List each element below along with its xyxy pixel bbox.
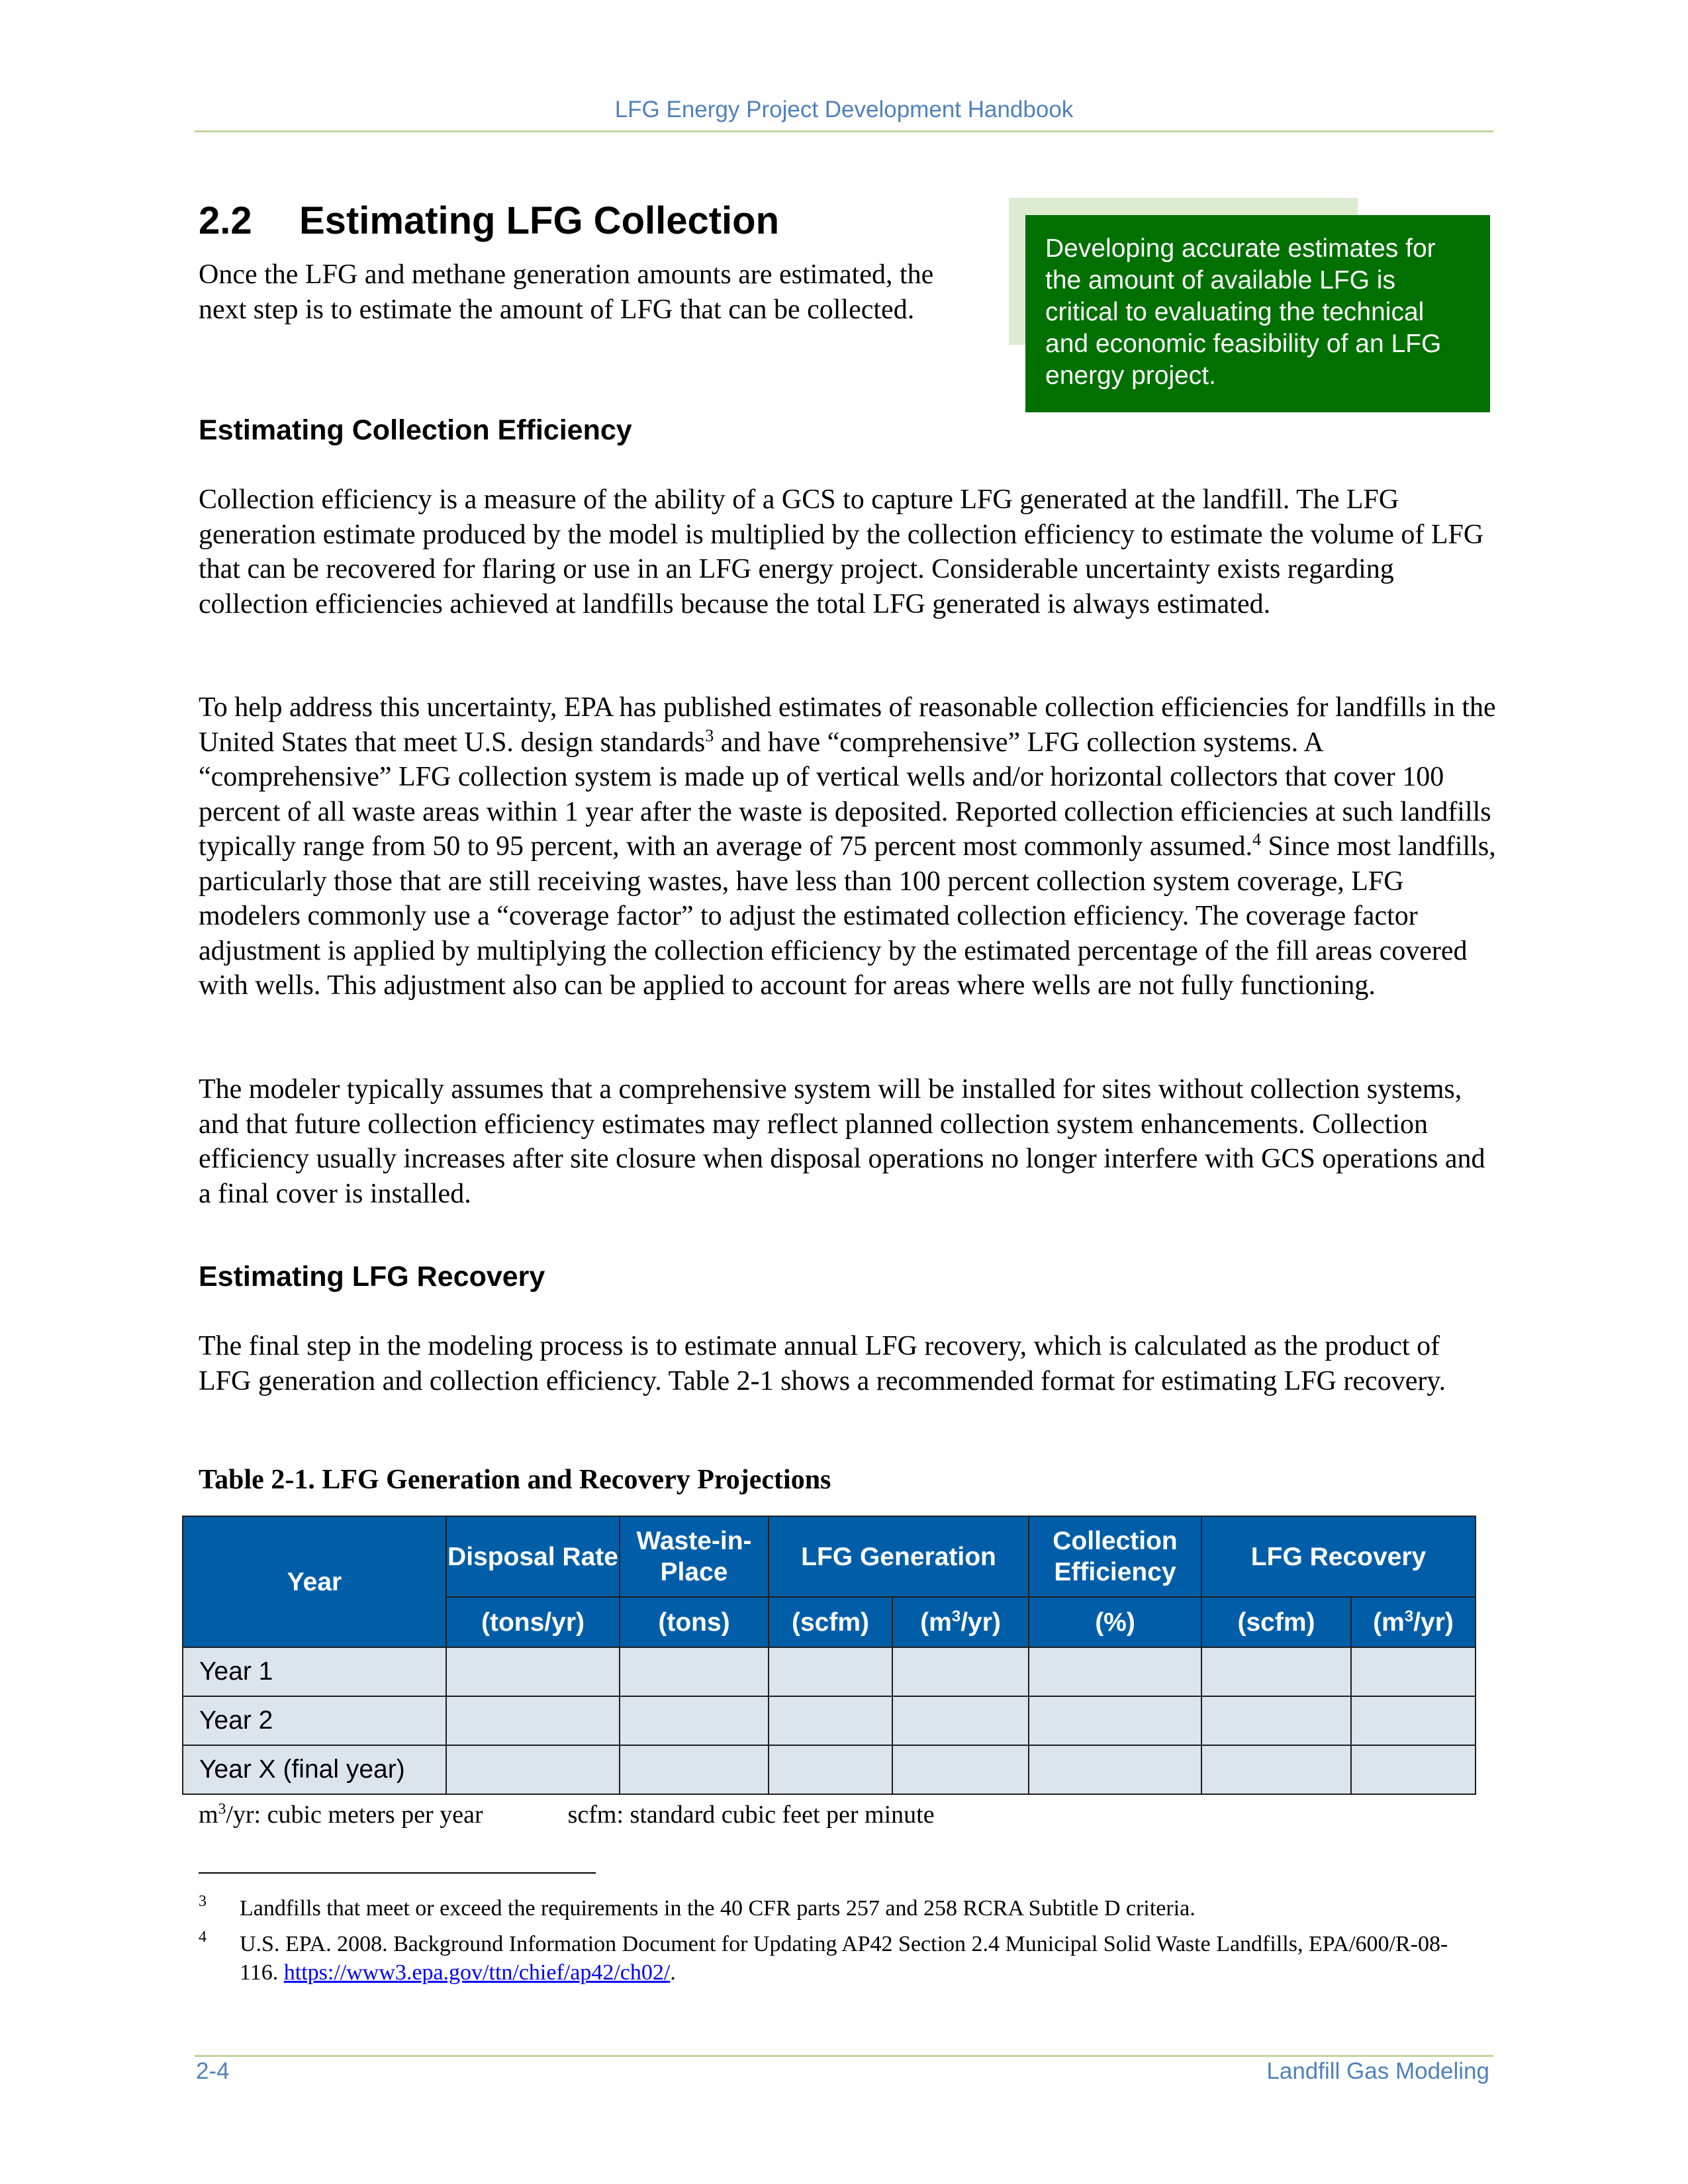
table-cell [769, 1696, 892, 1745]
footnote-text: Landfills that meet or exceed the requirements in the 40 CFR parts 257 and 258 RCRA Subtitle D criteria. [240, 1896, 1196, 1921]
unit-recovery-m3: $(m^3/yr)$ [1351, 1597, 1476, 1647]
footnote-4 [199, 1930, 1489, 1996]
paragraph-modeler-assumptions: The modeler typically assumes that a comprehensive system will be installed for sites without collection systems, and that future collection efficiency estimates may reflect planned collection system enhancements. Collection efficiency usually increases after site closure when disposal operations no longer interfere with GCS operations and a final cover is installed. [199, 1074, 1485, 1209]
table-cell [1201, 1647, 1351, 1696]
page-number: 2-4 [196, 2058, 230, 2084]
footnote-3 [199, 1894, 1489, 1927]
col-header-lfg-recovery: LFG Recovery [1201, 1516, 1476, 1597]
section-heading [199, 199, 779, 243]
table-note [199, 1800, 935, 1829]
footnote-ref-3[interactable]: 3 [705, 725, 714, 745]
subheading-collection-efficiency: Estimating Collection Efficiency [199, 414, 632, 446]
subheading-lfg-recovery: Estimating LFG Recovery [199, 1261, 545, 1293]
table-cell [620, 1647, 769, 1696]
callout-box: Developing accurate estimates for the amount of available LFG is critical to evaluating the technical and economic feasibility of an LFG energy project. [1025, 215, 1490, 412]
footer-rule [195, 2055, 1493, 2057]
table-cell [446, 1745, 620, 1794]
paragraph-text: and have “comprehensive” LFG collection systems. A “comprehensive” LFG collection system is made up of vertical wells and/or horizontal collectors that cover 100 percent of all waste areas within 1 year after the waste is deposited. Reported collection efficiencies at such landfills typically range from 50 to 95 percent, with an average of 75 percent most commonly assumed. [199, 727, 1491, 862]
unit-generation-m3: $(m^3/yr)$ [892, 1597, 1029, 1647]
table-cell [1351, 1745, 1476, 1794]
table-cell [1351, 1696, 1476, 1745]
footnote-number: 4 [199, 1929, 207, 1946]
table-cell [769, 1647, 892, 1696]
table-caption: Table 2-1. LFG Generation and Recovery Projections [199, 1465, 831, 1495]
table-cell [1029, 1745, 1201, 1794]
unit-recovery-scfm: (scfm) [1201, 1597, 1351, 1647]
table-cell [620, 1696, 769, 1745]
col-header-year: Year [183, 1516, 446, 1647]
paragraph-lfg-recovery: The final step in the modeling process is to estimate annual LFG recovery, which is calculated as the product of LFG generation and collection efficiency. Table 2-1 shows a recommended format for estimating LFG recovery. [199, 1331, 1446, 1396]
unit-percent: (%) [1029, 1597, 1201, 1647]
header-rule [195, 130, 1493, 132]
unit-generation-scfm: (scfm) [769, 1597, 892, 1647]
col-header-waste-in-place: Waste-in-Place [620, 1516, 769, 1597]
paragraph-collection-efficiency: Collection efficiency is a measure of the ability of a GCS to capture LFG generated at the landfill. The LFG generation estimate produced by the model is multiplied by the collection efficiency to estimate the volume of LFG that can be recovered for flaring or use in an LFG energy project. Considerable uncertainty exists regarding collection efficiencies achieved at landfills because the total LFG generated is always estimated. [199, 484, 1484, 619]
section-number: 2.2 [199, 199, 252, 242]
projections-table [182, 1516, 1476, 1795]
table-cell [620, 1745, 769, 1794]
footnote-text: U.S. EPA. 2008. Background Information Document for Updating AP42 Section 2.4 Municipal Solid Waste Landfills, EPA/600/R-08-116. https://www3.epa.gov/ttn/chief/ap42/ch02/. [240, 1932, 1448, 1985]
table-cell [1029, 1647, 1201, 1696]
table-row [183, 1696, 1476, 1745]
intro-paragraph: Once the LFG and methane generation amounts are estimated, the next step is to estimate the amount of LFG that can be collected. [199, 259, 934, 325]
table-cell [769, 1745, 892, 1794]
row-label: Year 1 [183, 1647, 446, 1696]
unit-tons: (tons) [620, 1597, 769, 1647]
chapter-title: Landfill Gas Modeling [1266, 2058, 1489, 2084]
col-header-lfg-generation: LFG Generation [769, 1516, 1029, 1597]
table-cell [1201, 1696, 1351, 1745]
footnote-separator [199, 1872, 596, 1874]
paragraph-epa-estimates [199, 690, 1496, 1003]
table-row [183, 1745, 1476, 1794]
row-label: Year 2 [183, 1696, 446, 1745]
row-label: Year X (final year) [183, 1745, 446, 1794]
section-title: Estimating LFG Collection [299, 199, 780, 242]
table-cell [892, 1647, 1029, 1696]
note-scfm: scfm: standard cubic feet per minute [567, 1801, 935, 1829]
note-m3: $m^3/yr$: cubic meters per year [199, 1800, 483, 1829]
table-cell [1201, 1745, 1351, 1794]
paragraph-text: Since most landfills, particularly those that are still receiving wastes, have less than 100 percent collection system coverage, LFG modelers commonly use a “coverage factor” to adjust the estimated collection efficiency. The coverage factor adjustment is applied by multiplying the collection efficiency by the estimated percentage of the fill areas covered with wells. This adjustment also can be applied to account for areas where wells are not fully functioning. [199, 831, 1496, 1001]
footnote-number: 3 [199, 1893, 207, 1910]
running-header: LFG Energy Project Development Handbook [614, 97, 1074, 122]
table-cell [446, 1647, 620, 1696]
unit-tons-per-year: (tons/yr) [446, 1597, 620, 1647]
epa-ap42-link[interactable]: https://www3.epa.gov/ttn/chief/ap42/ch02/ [283, 1960, 671, 1985]
col-header-collection-efficiency: Collection Efficiency [1029, 1516, 1201, 1597]
table-cell [446, 1696, 620, 1745]
col-header-disposal-rate: Disposal Rate [446, 1516, 620, 1597]
footnote-ref-4[interactable]: 4 [1252, 830, 1262, 849]
paragraph-text: To help address this uncertainty, EPA has published estimates of reasonable collection efficiencies for landfills in the United States that meet U.S. design standards [199, 692, 1496, 758]
table-row [183, 1647, 1476, 1696]
table-cell [892, 1745, 1029, 1794]
table-cell [892, 1696, 1029, 1745]
table-cell [1351, 1647, 1476, 1696]
table-cell [1029, 1696, 1201, 1745]
